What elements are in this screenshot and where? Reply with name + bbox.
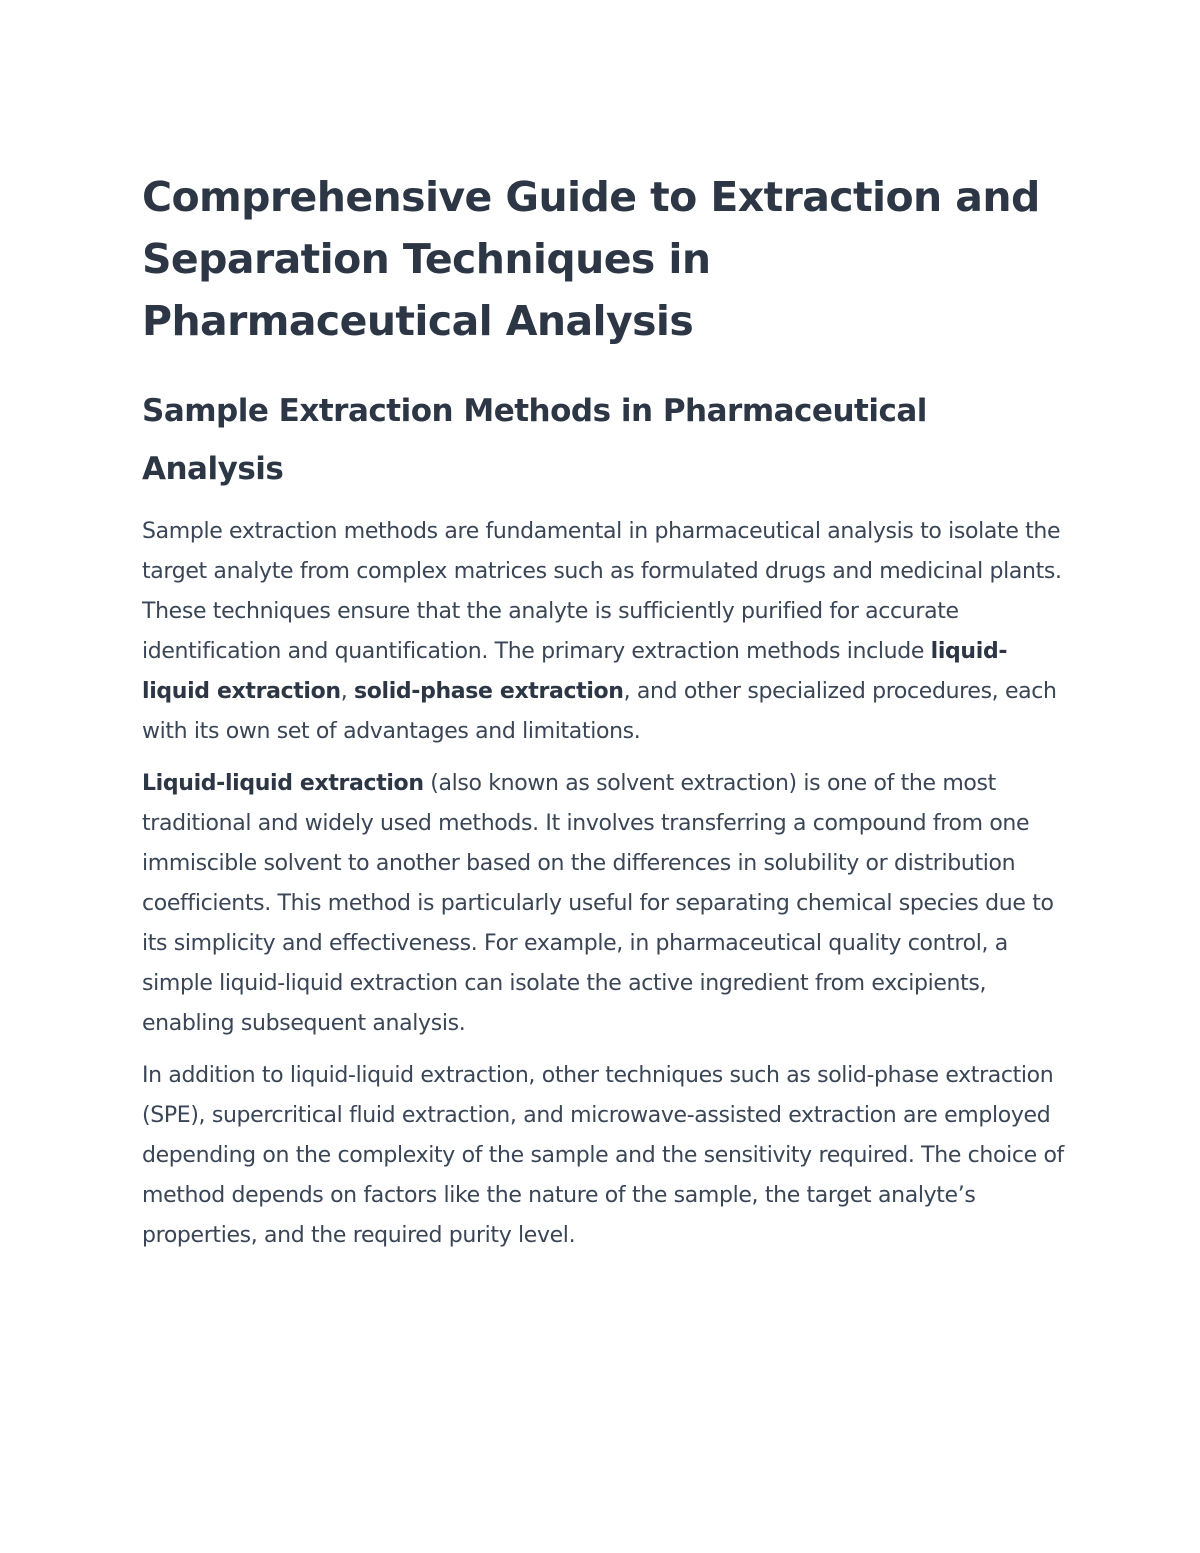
bold-term-solid-phase-extraction: solid-phase extraction <box>354 679 624 704</box>
paragraph-liquid-liquid <box>142 764 1072 1044</box>
paragraph-text: In addition to liquid-liquid extraction, other techniques such as solid-phase extraction (SPE), supercritical fluid extraction, and microwave-assisted extraction are employed depending on the complexity of the sample and the sensitivity required. The choice of method depends on factors like the nature of the sample, the target analyte’s properties, and the required purity level. <box>142 1063 1064 1248</box>
document-page <box>142 166 1072 1256</box>
paragraph-text: , and other specialized procedures, each with its own set of advantages and limitations. <box>142 679 1057 744</box>
document-title: Comprehensive Guide to Extraction and Separation Techniques in Pharmaceutical Analysis <box>142 173 1040 345</box>
paragraph-text: , <box>340 679 354 704</box>
paragraph-text: Sample extraction methods are fundamental in pharmaceutical analysis to isolate the target analyte from complex matrices such as formulated drugs and medicinal plants. These techniques ensure that the analyte is sufficiently purified for accurate identification and quantification. The primary extraction methods include <box>142 519 1062 664</box>
paragraph-text: (also known as solvent extraction) is one of the most traditional and widely used methods. It involves transferring a compound from one immiscible solvent to another based on the differences in solubility or distribution coefficients. This method is particularly useful for separating chemical species due to its simplicity and effectiveness. For example, in pharmaceutical quality control, a simple liquid-liquid extraction can isolate the active ingredient from excipients, enabling subsequent analysis. <box>142 771 1054 1036</box>
section-heading: Sample Extraction Methods in Pharmaceutical Analysis <box>142 393 927 487</box>
paragraph-intro <box>142 512 1072 752</box>
paragraph-other-techniques <box>142 1056 1072 1256</box>
bold-term-liquid-liquid-extraction: Liquid-liquid extraction <box>142 771 424 796</box>
bold-term-liquid-liquid-extraction: liquid-liquid extraction <box>142 639 1008 704</box>
